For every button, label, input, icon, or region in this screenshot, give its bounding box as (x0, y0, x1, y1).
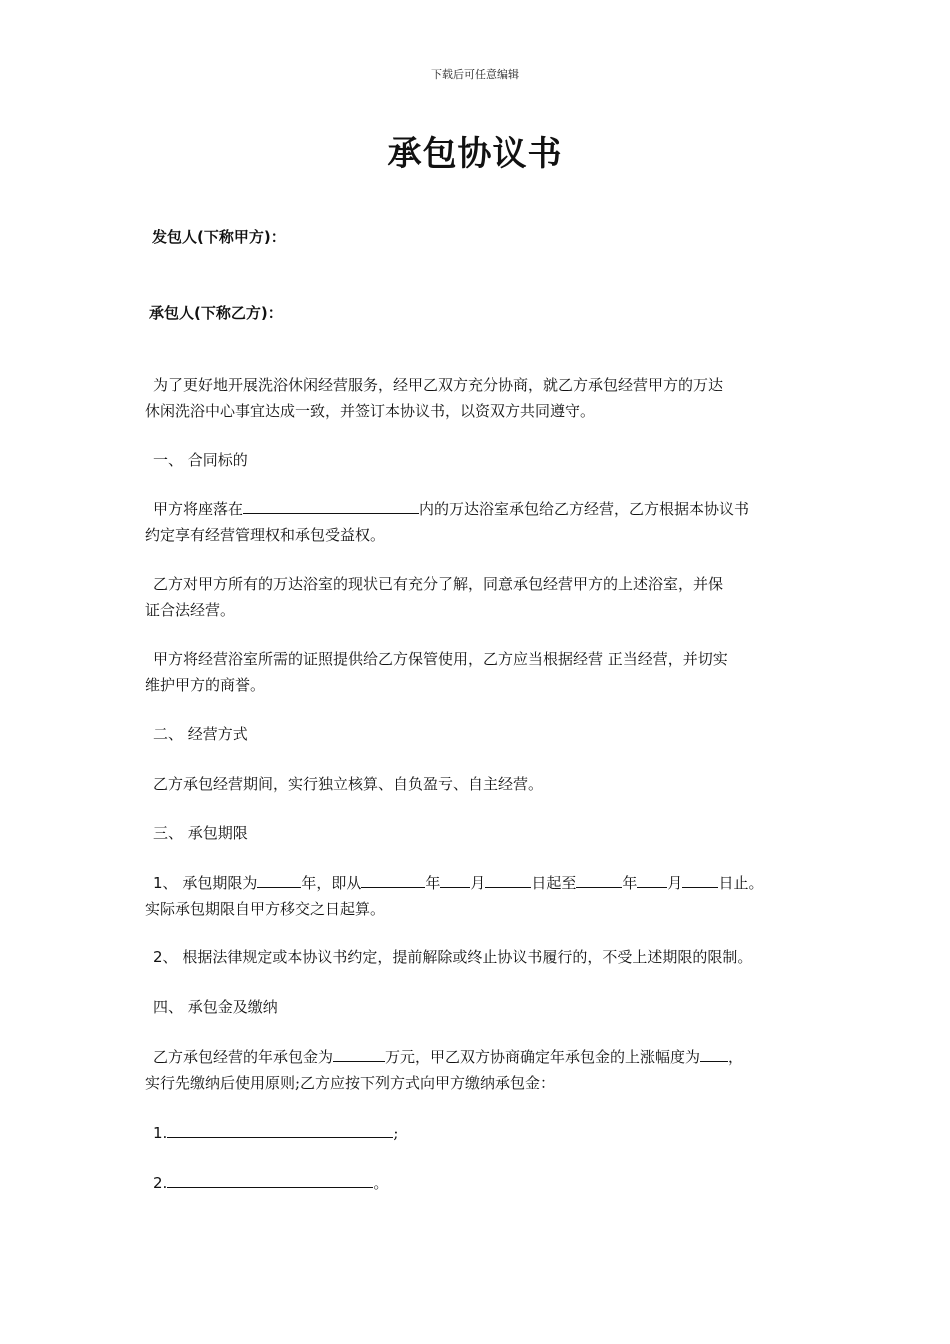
end-day-blank[interactable] (682, 872, 718, 888)
intro-line-2: 休闲洗浴中心事宜达成一致，并签订本协议书，以资双方共同遵守。 (145, 402, 596, 420)
document-title: 承包协议书 (387, 134, 563, 174)
s3i1-line-2: 实际承包期限自甲方移交之日起算。 (145, 900, 386, 918)
section-4-paragraph (145, 1044, 825, 1096)
s1p2-line-1: 乙方对甲方所有的万达浴室的现状已有充分了解，同意承包经营甲方的上述浴室，并保 (153, 575, 724, 593)
payment-method-1-blank[interactable] (167, 1122, 393, 1138)
section-1-paragraph-1 (145, 496, 825, 548)
section-4-item-1 (145, 1120, 833, 1146)
s3i1-text-h: 日止。 (718, 874, 764, 892)
s3i1-text-b: 年，即从 (301, 874, 362, 892)
section-4-item-2 (145, 1170, 833, 1196)
s3i2-text: 根据法律规定或本协议书约定，提前解除或终止协议书履行的，不受上述期限的限制。 (182, 948, 753, 966)
section-2-paragraph: 乙方承包经营期间，实行独立核算、自负盈亏、自主经营。 (153, 775, 544, 793)
s3i1-text-f: 年 (622, 874, 638, 892)
s1p3-line-2: 维护甲方的商誉。 (145, 676, 266, 694)
end-year-blank[interactable] (576, 872, 622, 888)
section-1-paragraph-3 (145, 646, 825, 698)
section-1-paragraph-2 (145, 571, 825, 623)
s3i1-text-g: 月 (667, 874, 683, 892)
start-day-blank[interactable] (485, 872, 531, 888)
section-1-heading: 一、 合同标的 (153, 451, 248, 469)
page-header: 下载后可任意编辑 (431, 68, 519, 81)
s3i2-number: 2、 (153, 948, 178, 966)
s3i1-text-a: 承包期限为 (182, 874, 258, 892)
s3i1-number: 1、 (153, 874, 178, 892)
start-month-blank[interactable] (440, 872, 470, 888)
s1p3-line-1: 甲方将经营浴室所需的证照提供给乙方保管使用，乙方应当根据经营 正当经营，并切实 (153, 650, 728, 668)
end-month-blank[interactable] (637, 872, 667, 888)
s4p1-line-2: 实行先缴纳后使用原则;乙方应按下列方式向甲方缴纳承包金： (145, 1074, 556, 1092)
location-blank[interactable] (243, 498, 419, 514)
s1p1-text-b: 内的万达浴室承包给乙方经营，乙方根据本协议书 (419, 500, 750, 518)
section-4-heading: 四、 承包金及缴纳 (153, 998, 278, 1016)
s1p1-line-2: 约定享有经营管理权和承包受益权。 (145, 526, 386, 544)
s3i1-text-c: 年 (425, 874, 441, 892)
s3i1-text-d: 月 (470, 874, 486, 892)
intro-line-1: 为了更好地开展洗浴休闲经营服务，经甲乙双方充分协商，就乙方承包经营甲方的万达 (153, 376, 724, 394)
s4p1-text-b: 万元，甲乙双方协商确定年承包金的上涨幅度为 (385, 1048, 701, 1066)
term-years-blank[interactable] (257, 872, 301, 888)
contractor-label: 承包人(下称乙方)： (149, 304, 283, 322)
s4i1-end: ; (393, 1124, 399, 1142)
s3i1-text-e: 日起至 (531, 874, 577, 892)
s4p1-text-a: 乙方承包经营的年承包金为 (153, 1048, 334, 1066)
annual-fee-blank[interactable] (333, 1046, 385, 1062)
section-3-item-1 (145, 870, 825, 922)
s1p2-line-2: 证合法经营。 (145, 601, 236, 619)
section-3-heading: 三、 承包期限 (153, 824, 248, 842)
intro-paragraph (145, 372, 825, 424)
start-year-blank[interactable] (361, 872, 425, 888)
s4i2-number: 2. (153, 1174, 168, 1192)
s4p1-text-c: ， (728, 1048, 744, 1066)
s4i2-end: 。 (373, 1174, 389, 1192)
s4i1-number: 1. (153, 1124, 168, 1142)
employer-label: 发包人(下称甲方)： (152, 228, 286, 246)
s1p1-text-a: 甲方将座落在 (153, 500, 244, 518)
section-2-heading: 二、 经营方式 (153, 725, 248, 743)
payment-method-2-blank[interactable] (167, 1172, 373, 1188)
section-3-item-2 (145, 944, 833, 970)
increase-rate-blank[interactable] (700, 1046, 728, 1062)
